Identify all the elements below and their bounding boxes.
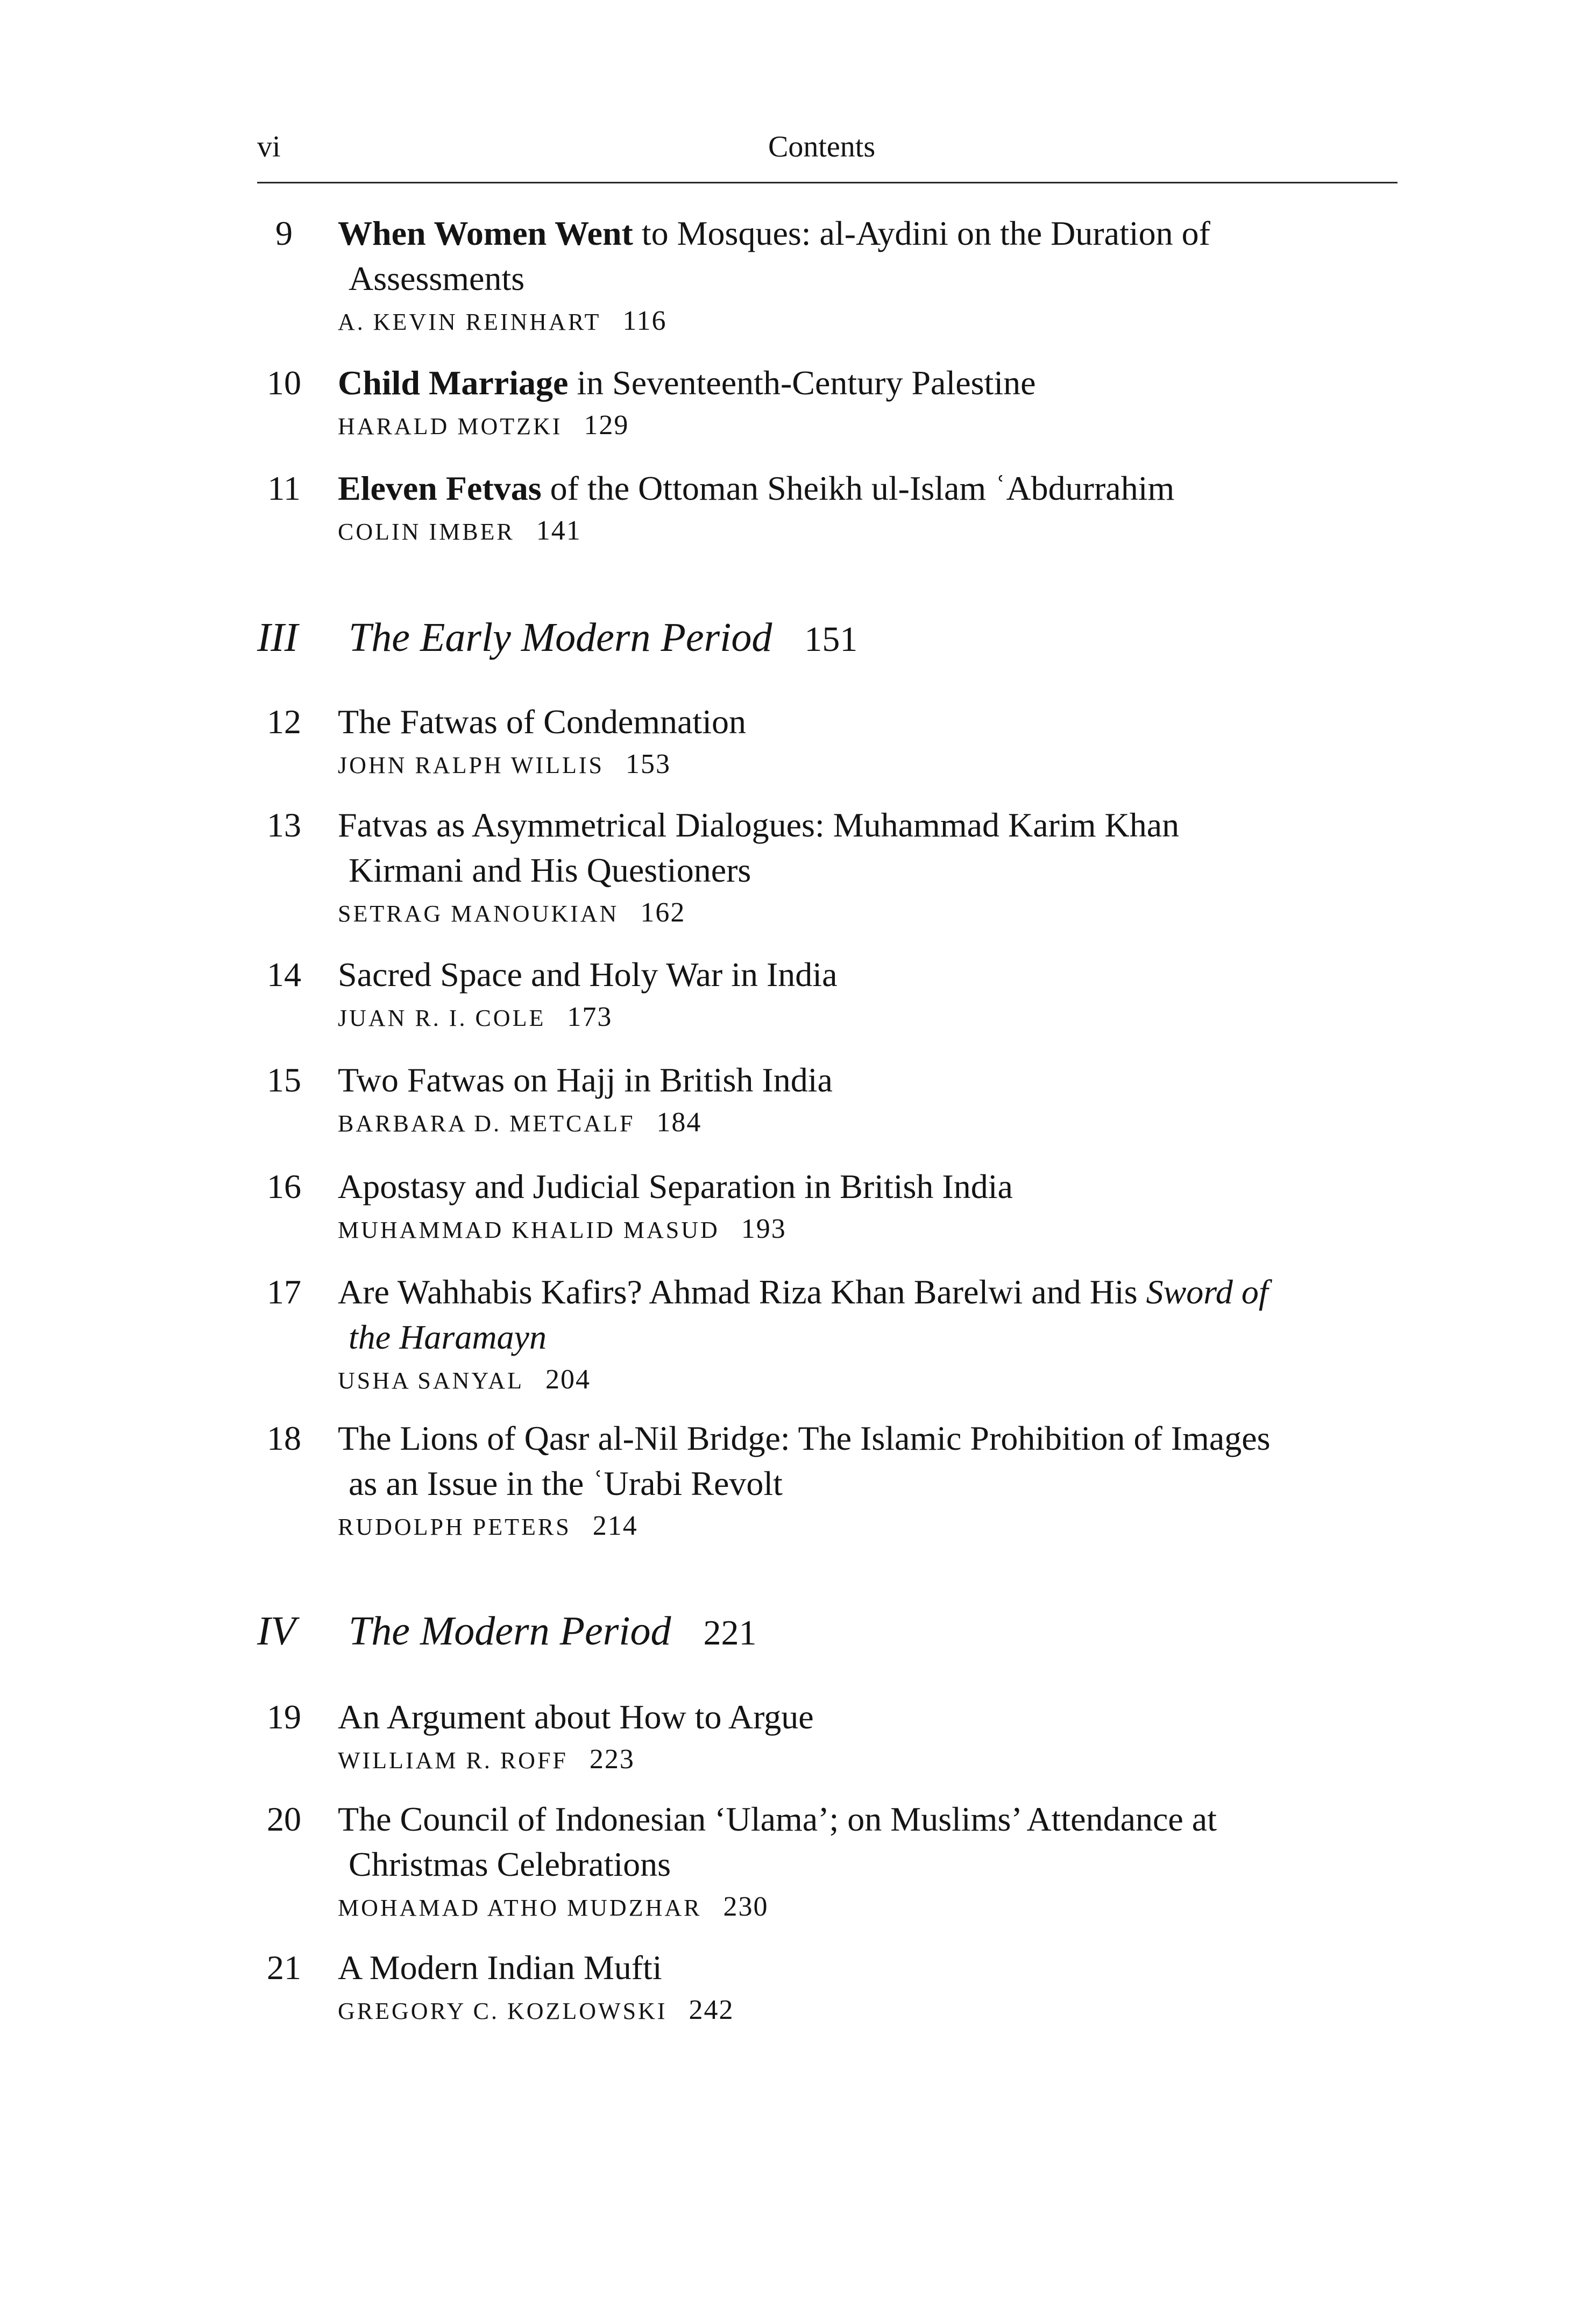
chapter-number: 11 bbox=[267, 469, 301, 507]
byline bbox=[338, 1889, 1392, 1926]
title-rest: to Mosques: al-Aydini on the Duration of bbox=[633, 214, 1210, 252]
entry-body bbox=[338, 1058, 1392, 1142]
title-bold-part: When Women Went bbox=[338, 214, 633, 252]
toc-entry-15 bbox=[257, 1058, 1398, 1144]
page-number: 153 bbox=[625, 749, 671, 779]
entry-body bbox=[338, 360, 1392, 444]
page-number: 116 bbox=[622, 306, 667, 336]
chapter-number: 15 bbox=[267, 1061, 301, 1099]
toc-entry-9 bbox=[257, 211, 1398, 340]
byline bbox=[338, 999, 1392, 1036]
author-name: JOHN RALPH WILLIS bbox=[338, 752, 604, 778]
page-number: 214 bbox=[592, 1511, 638, 1541]
page-number: 230 bbox=[723, 1891, 769, 1922]
byline bbox=[338, 1105, 1392, 1142]
page-header bbox=[257, 128, 1398, 187]
title-italic: Sword of bbox=[1146, 1273, 1268, 1311]
byline bbox=[338, 895, 1392, 932]
chapter-number: 17 bbox=[267, 1273, 301, 1311]
entry-body bbox=[338, 803, 1392, 932]
chapter-title bbox=[338, 1270, 1392, 1360]
author-name: MOHAMAD ATHO MUDZHAR bbox=[338, 1895, 702, 1921]
author-name: RUDOLPH PETERS bbox=[338, 1514, 571, 1540]
toc-entry-17 bbox=[257, 1270, 1398, 1399]
byline bbox=[338, 747, 1392, 783]
part-page-number: 151 bbox=[804, 620, 858, 659]
folio: vi bbox=[257, 130, 281, 164]
page-number: 129 bbox=[584, 410, 629, 441]
title-bold-part: Child Marriage bbox=[338, 364, 569, 402]
chapter-title bbox=[338, 360, 1392, 406]
chapter-number: 20 bbox=[267, 1800, 301, 1838]
page-number: 223 bbox=[589, 1744, 635, 1775]
author-name: MUHAMMAD KHALID MASUD bbox=[338, 1217, 720, 1243]
chapter-title bbox=[338, 466, 1392, 511]
author-name: GREGORY C. KOZLOWSKI bbox=[338, 1998, 668, 2024]
byline bbox=[338, 513, 1392, 550]
toc-entry-18 bbox=[257, 1416, 1398, 1545]
part-heading-iv bbox=[257, 1604, 1398, 1658]
toc-entry-16 bbox=[257, 1164, 1398, 1250]
toc-entry-13 bbox=[257, 803, 1398, 932]
byline bbox=[338, 1362, 1392, 1399]
chapter-title: A Modern Indian Mufti bbox=[338, 1948, 662, 1987]
part-number: III bbox=[257, 615, 298, 660]
entry-body bbox=[338, 466, 1392, 550]
title-continuation: as an Issue in the ʿUrabi Revolt bbox=[349, 1464, 783, 1502]
title-line: Fatvas as Asymmetrical Dialogues: Muhammad Karim Khan bbox=[338, 806, 1180, 844]
title-bold-part: Eleven Fetvas bbox=[338, 469, 542, 507]
part-title-text: The Modern Period bbox=[349, 1608, 671, 1654]
part-heading-iii bbox=[257, 611, 1398, 664]
title-continuation: Assessments bbox=[349, 259, 525, 297]
title-continuation: Kirmani and His Questioners bbox=[349, 851, 751, 889]
author-name: COLIN IMBER bbox=[338, 519, 515, 545]
chapter-title bbox=[338, 1416, 1392, 1506]
byline bbox=[338, 1211, 1392, 1248]
author-name: WILLIAM R. ROFF bbox=[338, 1747, 568, 1774]
part-title bbox=[349, 1604, 756, 1660]
entry-body bbox=[338, 1945, 1392, 2029]
chapter-number: 21 bbox=[267, 1948, 301, 1987]
chapter-title: An Argument about How to Argue bbox=[338, 1698, 814, 1736]
part-number: IV bbox=[257, 1608, 296, 1654]
byline bbox=[338, 1993, 1392, 2029]
author-name: SETRAG MANOUKIAN bbox=[338, 901, 619, 927]
part-title-text: The Early Modern Period bbox=[349, 615, 772, 660]
page-number: 173 bbox=[567, 1002, 613, 1032]
toc-entry-21 bbox=[257, 1945, 1398, 2031]
chapter-title: The Fatwas of Condemnation bbox=[338, 703, 746, 741]
chapter-title bbox=[338, 1797, 1392, 1887]
part-title bbox=[349, 611, 857, 667]
chapter-title: Apostasy and Judicial Separation in British India bbox=[338, 1167, 1013, 1206]
title-rest: of the Ottoman Sheikh ul-Islam ʿAbdurrahim bbox=[541, 469, 1175, 507]
toc-entry-19 bbox=[257, 1695, 1398, 1781]
toc-entry-14 bbox=[257, 952, 1398, 1038]
author-name: JUAN R. I. COLE bbox=[338, 1005, 546, 1031]
author-name: BARBARA D. METCALF bbox=[338, 1110, 635, 1137]
entry-body bbox=[338, 1695, 1392, 1778]
chapter-title: Two Fatwas on Hajj in British India bbox=[338, 1061, 833, 1099]
chapter-number: 18 bbox=[267, 1419, 301, 1457]
chapter-number: 19 bbox=[267, 1698, 301, 1736]
chapter-number: 12 bbox=[267, 703, 301, 741]
title-line: The Lions of Qasr al-Nil Bridge: The Islamic Prohibition of Images bbox=[338, 1419, 1271, 1457]
byline bbox=[338, 1508, 1392, 1545]
author-name: HARALD MOTZKI bbox=[338, 413, 563, 439]
title-rest: in Seventeenth-Century Palestine bbox=[568, 364, 1036, 402]
title-continuation: the Haramayn bbox=[349, 1318, 547, 1356]
title-line: Are Wahhabis Kafirs? Ahmad Riza Khan Barelwi and His bbox=[338, 1273, 1146, 1311]
page-number: 184 bbox=[656, 1107, 702, 1138]
entry-body bbox=[338, 1164, 1392, 1248]
author-name: A. KEVIN REINHART bbox=[338, 309, 601, 335]
chapter-number: 14 bbox=[267, 955, 301, 994]
page-number: 204 bbox=[545, 1364, 591, 1395]
toc-entry-10 bbox=[257, 360, 1398, 446]
entry-body bbox=[338, 211, 1392, 340]
toc-entry-11 bbox=[257, 466, 1398, 552]
chapter-number: 9 bbox=[275, 214, 293, 252]
page-number: 193 bbox=[741, 1214, 786, 1244]
author-name: USHA SANYAL bbox=[338, 1367, 524, 1394]
chapter-title: Sacred Space and Holy War in India bbox=[338, 955, 838, 994]
page-number: 242 bbox=[689, 1995, 734, 2025]
toc-entry-20 bbox=[257, 1797, 1398, 1926]
running-head: Contents bbox=[768, 130, 876, 164]
byline bbox=[338, 303, 1392, 340]
title-line: The Council of Indonesian ‘Ulama’; on Muslims’ Attendance at bbox=[338, 1800, 1217, 1838]
entry-body bbox=[338, 952, 1392, 1036]
entry-body bbox=[338, 699, 1392, 783]
title-continuation: Christmas Celebrations bbox=[349, 1845, 671, 1883]
byline bbox=[338, 1742, 1392, 1778]
entry-body bbox=[338, 1416, 1392, 1545]
chapter-number: 13 bbox=[267, 806, 301, 844]
chapter-number: 10 bbox=[267, 364, 301, 402]
chapter-title bbox=[338, 211, 1392, 301]
chapter-number: 16 bbox=[267, 1167, 301, 1206]
entry-body bbox=[338, 1270, 1392, 1399]
part-page-number: 221 bbox=[703, 1613, 757, 1653]
entry-body bbox=[338, 1797, 1392, 1926]
header-rule bbox=[257, 182, 1398, 183]
page-number: 141 bbox=[536, 515, 581, 546]
byline bbox=[338, 408, 1392, 444]
chapter-title bbox=[338, 803, 1392, 893]
page-number: 162 bbox=[640, 897, 686, 928]
toc-entry-12 bbox=[257, 699, 1398, 785]
